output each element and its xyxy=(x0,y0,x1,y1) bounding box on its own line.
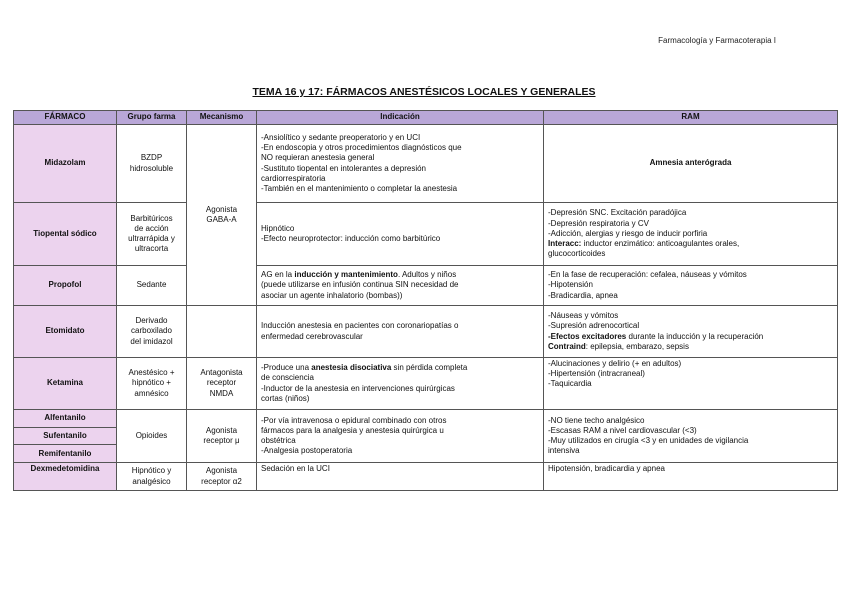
drug-ram: Amnesia anterógrada xyxy=(544,125,838,203)
drug-name: Sufentanilo xyxy=(14,427,116,445)
drug-group: Barbitúricos de acción ultrarrápida y ultracorta xyxy=(117,203,187,266)
table-row-midazolam xyxy=(14,125,838,203)
drug-mechanism-empty xyxy=(187,306,257,358)
drug-name: Dexmedetomidina xyxy=(14,463,117,491)
drug-ram: Hipotensión, bradicardia y apnea xyxy=(544,463,838,491)
drug-name: Etomidato xyxy=(14,306,117,358)
drug-indication: AG en la inducción y mantenimiento. Adultos y niños (puede utilizarse en infusión continua SIN necesidad de asociar un agente inhalatorio (bombas)) xyxy=(257,266,544,306)
drug-group: Hipnótico y analgésico xyxy=(117,463,187,491)
document-title: TEMA 16 y 17: FÁRMACOS ANESTÉSICOS LOCALES Y GENERALES xyxy=(252,86,596,98)
drug-ram: -En la fase de recuperación: cefalea, náuseas y vómitos -Hipotensión -Bradicardia, apnea xyxy=(544,266,838,306)
table-row-ketamina xyxy=(14,358,838,410)
drug-name: Ketamina xyxy=(14,358,117,410)
drug-mechanism: Agonista receptor α2 xyxy=(187,463,257,491)
drug-name: Midazolam xyxy=(14,125,117,203)
table-row-tiopental xyxy=(14,203,838,266)
table-header-row xyxy=(14,111,838,125)
drug-indication: -Ansiolítico y sedante preoperatorio y en UCI -En endoscopia y otros procedimientos diagnósticos que NO requieran anestesia general -Sustituto tiopental en intolerantes a depresión cardiorrespiratoria -También en el mantenimiento o completar la anestesia xyxy=(257,125,544,203)
col-header-ram: RAM xyxy=(544,111,838,125)
drug-ram: -NO tiene techo analgésico -Escasas RAM a nivel cardiovascular (<3) -Muy utilizados en cirugía <3 y en unidades de vigilancia intensiva xyxy=(544,410,838,463)
col-header-farmaco: FÁRMACO xyxy=(14,111,117,125)
opioid-name-list xyxy=(14,410,116,462)
drug-group: BZDP hidrosoluble xyxy=(117,125,187,203)
table-row-propofol xyxy=(14,266,838,306)
col-header-grupo: Grupo farma xyxy=(117,111,187,125)
drug-group: Sedante xyxy=(117,266,187,306)
drug-indication: Sedación en la UCI xyxy=(257,463,544,491)
drug-name: Alfentanilo xyxy=(14,410,116,427)
drug-name: Tiopental sódico xyxy=(14,203,117,266)
table-row-etomidato xyxy=(14,306,838,358)
drug-group: Anestésico + hipnótico + amnésico xyxy=(117,358,187,410)
drug-ram: -Depresión SNC. Excitación paradójica -Depresión respiratoria y CV -Adicción, alergias y riesgo de inducir porfiria Interacc: inductor enzimático: anticoagulantes orales, glucocorticoides xyxy=(544,203,838,266)
drug-table xyxy=(13,110,838,491)
drug-ram: -Alucinaciones y delirio (+ en adultos) -Hipertensión (intracraneal) -Taquicardia xyxy=(544,358,838,410)
drug-indication: Inducción anestesia en pacientes con coronariopatías o enfermedad cerebrovascular xyxy=(257,306,544,358)
table-row-dexmedetomidina xyxy=(14,463,838,491)
table-row-opioides xyxy=(14,410,838,463)
drug-group: Opioides xyxy=(117,410,187,463)
drug-mechanism: Antagonista receptor NMDA xyxy=(187,358,257,410)
drug-name: Propofol xyxy=(14,266,117,306)
drug-indication: Hipnótico -Efecto neuroprotector: inducción como barbitúrico xyxy=(257,203,544,266)
drug-ram: -Náuseas y vómitos -Supresión adrenocortical -Efectos excitadores durante la inducción y la recuperación Contraind: epilepsia, embarazo, sepsis xyxy=(544,306,838,358)
drug-mechanism-gaba: Agonista GABA-A xyxy=(187,125,257,306)
drug-group: Derivado carboxilado del imidazol xyxy=(117,306,187,358)
drug-indication: -Produce una anestesia disociativa sin pérdida completa de consciencia -Inductor de la anestesia en intervenciones quirúrgicas cortas (niños) xyxy=(257,358,544,410)
drug-mechanism: Agonista receptor μ xyxy=(187,410,257,463)
col-header-mecanismo: Mecanismo xyxy=(187,111,257,125)
col-header-indicacion: Indicación xyxy=(257,111,544,125)
drug-names-opioids xyxy=(14,410,117,463)
drug-indication: -Por vía intravenosa o epidural combinado con otros fármacos para la analgesia y anestesia quirúrgica u obstétrica -Analgesia postoperatoria xyxy=(257,410,544,463)
drug-name: Remifentanilo xyxy=(14,445,116,462)
course-header: Farmacología y Farmacoterapia I xyxy=(658,36,776,45)
